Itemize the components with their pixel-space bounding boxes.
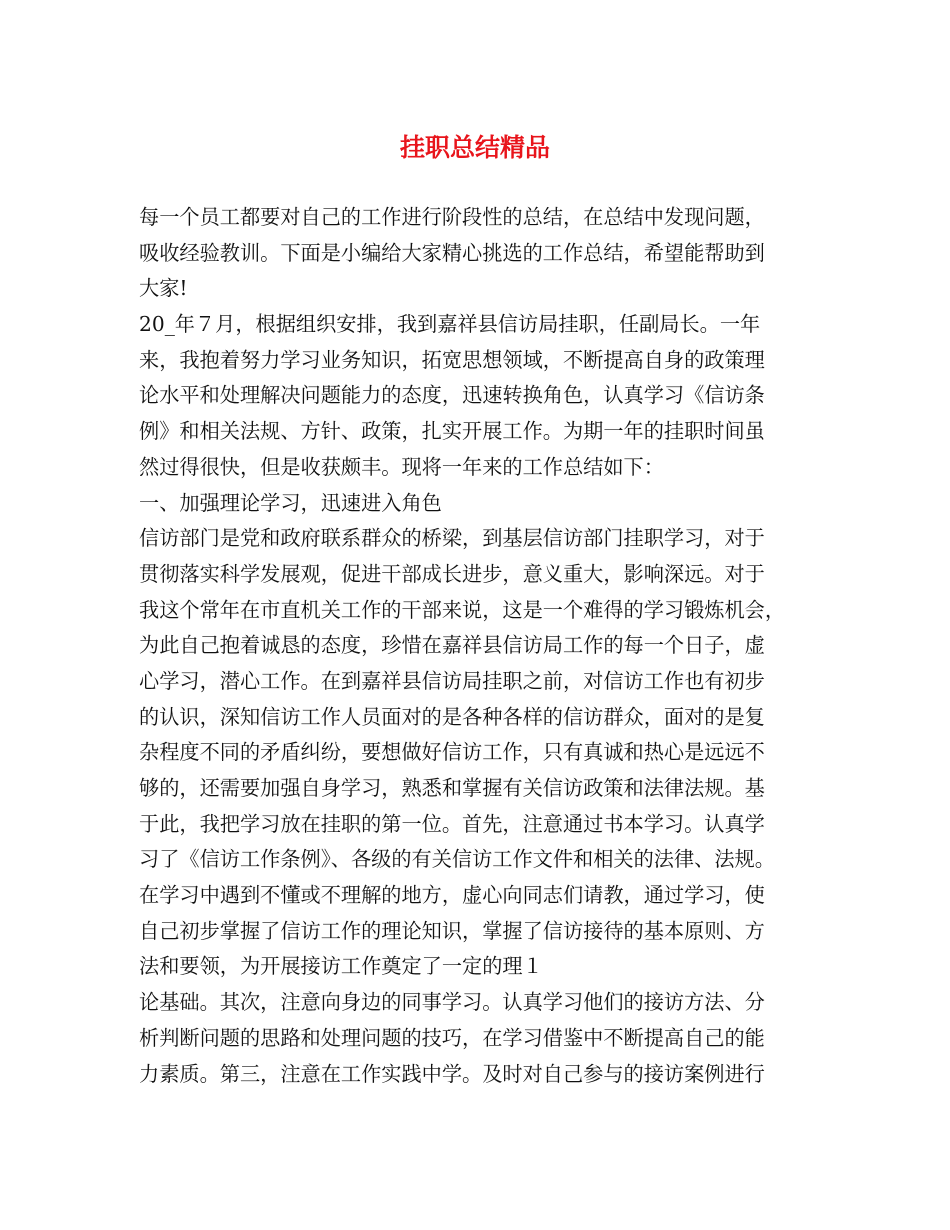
body-line: 为此自己抱着诚恳的态度，珍惜在嘉祥县信访局工作的每一个日子，虚	[139, 633, 765, 658]
body-line: 够的，还需要加强自身学习，熟悉和掌握有关信访政策和法律法规。基	[139, 776, 765, 800]
body-line: 吸收经验教训。下面是小编给大家精心挑选的工作总结，希望能帮助到	[139, 240, 765, 265]
body-line: 法和要领，为开展接访工作奠定了一定的理１	[139, 954, 543, 979]
body-line: 贯彻落实科学发展观，促进干部成长进步，意义重大，影响深远。对于	[139, 561, 765, 586]
body-line: 自己初步掌握了信访工作的理论知识，掌握了信访接待的基本原则、方	[139, 918, 765, 943]
body-line: 例》和相关法规、方针、政策，扎实开展工作。为期一年的挂职时间虽	[139, 419, 765, 444]
body-line: 在学习中遇到不懂或不理解的地方，虚心向同志们请教，通过学习，使	[139, 883, 765, 908]
body-line: 来，我抱着努力学习业务知识，拓宽思想领域，不断提高自身的政策理	[139, 347, 765, 372]
body-line: 每一个员工都要对自己的工作进行阶段性的总结，在总结中发现问题，	[139, 205, 765, 229]
body-line: 析判断问题的思路和处理问题的技巧，在学习借鉴中不断提高自己的能	[139, 1025, 765, 1050]
body-line: 我这个常年在市直机关工作的干部来说，这是一个难得的学习锻炼机会，	[139, 597, 786, 622]
body-line: 于此，我把学习放在挂职的第一位。首先，注意通过书本学习。认真学	[139, 811, 765, 836]
body-line: 20_年７月，根据组织安排，我到嘉祥县信访局挂职，任副局长。一年	[139, 312, 761, 337]
body-line: 论基础。其次，注意向身边的同事学习。认真学习他们的接访方法、分	[139, 990, 765, 1015]
body-line: 一、加强理论学习，迅速进入角色	[139, 490, 442, 515]
body-line: 力素质。第三，注意在工作实践中学。及时对自己参与的接访案例进行	[139, 1061, 765, 1086]
body-line: 信访部门是党和政府联系群众的桥梁，到基层信访部门挂职学习，对于	[139, 526, 765, 551]
body-line: 论水平和处理解决问题能力的态度，迅速转换角色，认真学习《信访条	[139, 383, 765, 408]
body-line: 心学习，潜心工作。在到嘉祥县信访局挂职之前，对信访工作也有初步	[139, 668, 765, 693]
body-line: 然过得很快，但是收获颇丰。现将一年来的工作总结如下：	[139, 454, 664, 479]
body-line: 习了《信访工作条例》、各级的有关信访工作文件和相关的法律、法规。	[139, 847, 775, 872]
body-line: 大家!	[139, 276, 188, 301]
document-body	[139, 200, 839, 1092]
document-title: 挂职总结精品	[399, 133, 550, 162]
body-line: 杂程度不同的矛盾纠纷，要想做好信访工作，只有真诚和热心是远远不	[139, 740, 765, 765]
body-line: 的认识，深知信访工作人员面对的是各种各样的信访群众，面对的是复	[139, 704, 765, 729]
